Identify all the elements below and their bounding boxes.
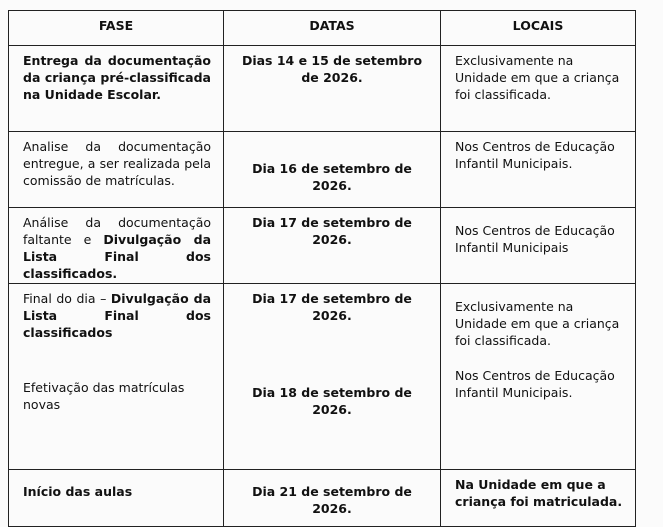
location-cell: Exclusivamente na Unidade em que a criança foi classificada. [441, 46, 636, 132]
table-row [9, 46, 636, 132]
phase-cell: Analise da documentação entregue, a ser realizada pela comissão de matrículas. [9, 132, 224, 208]
date-cell: Dia 17 de setembro de 2026. [224, 208, 441, 284]
schedule-table [8, 10, 636, 527]
header-fase: FASE [9, 11, 224, 46]
location-text: Nos Centros de Educação Infantil Municipais [455, 223, 615, 255]
location-cell: Nos Centros de Educação Infantil Municipais. [441, 132, 636, 208]
date-cell [224, 132, 441, 208]
table-row [9, 132, 636, 208]
table-header-row [9, 11, 636, 46]
date-cell [224, 284, 441, 470]
location-cell: Na Unidade em que a criança foi matriculada. [441, 470, 636, 527]
location-text: Nos Centros de Educação Infantil Municipais. [455, 368, 615, 400]
date-text: Dia 17 de setembro de 2026. [252, 291, 412, 323]
phase-text: Final do dia – Divulgação da Lista Final dos classificados [23, 291, 212, 340]
date-text: Dia 16 de setembro de 2026. [252, 161, 412, 193]
phase-cell: Entrega da documentação da criança pré-classificada na Unidade Escolar. [9, 46, 224, 132]
phase-text-bold: Divulgação da Lista Final dos classificados. [23, 232, 212, 281]
phase-text: Análise da documentação faltante e [23, 215, 211, 247]
phase-cell [9, 284, 224, 470]
table-row [9, 284, 636, 470]
location-cell [441, 284, 636, 470]
table-row [9, 470, 636, 527]
date-cell: Dia 21 de setembro de 2026. [224, 470, 441, 527]
header-datas: DATAS [224, 11, 441, 46]
table-row [9, 208, 636, 284]
date-cell: Dias 14 e 15 de setembro de 2026. [224, 46, 441, 132]
phase-text: Efetivação das matrículas novas [23, 380, 185, 412]
phase-cell [9, 208, 224, 284]
phase-cell: Início das aulas [9, 470, 224, 527]
location-cell [441, 208, 636, 284]
header-locais: LOCAIS [441, 11, 636, 46]
location-text: Exclusivamente na Unidade em que a criança foi classificada. [455, 299, 620, 348]
date-text: Dia 18 de setembro de 2026. [252, 385, 412, 417]
